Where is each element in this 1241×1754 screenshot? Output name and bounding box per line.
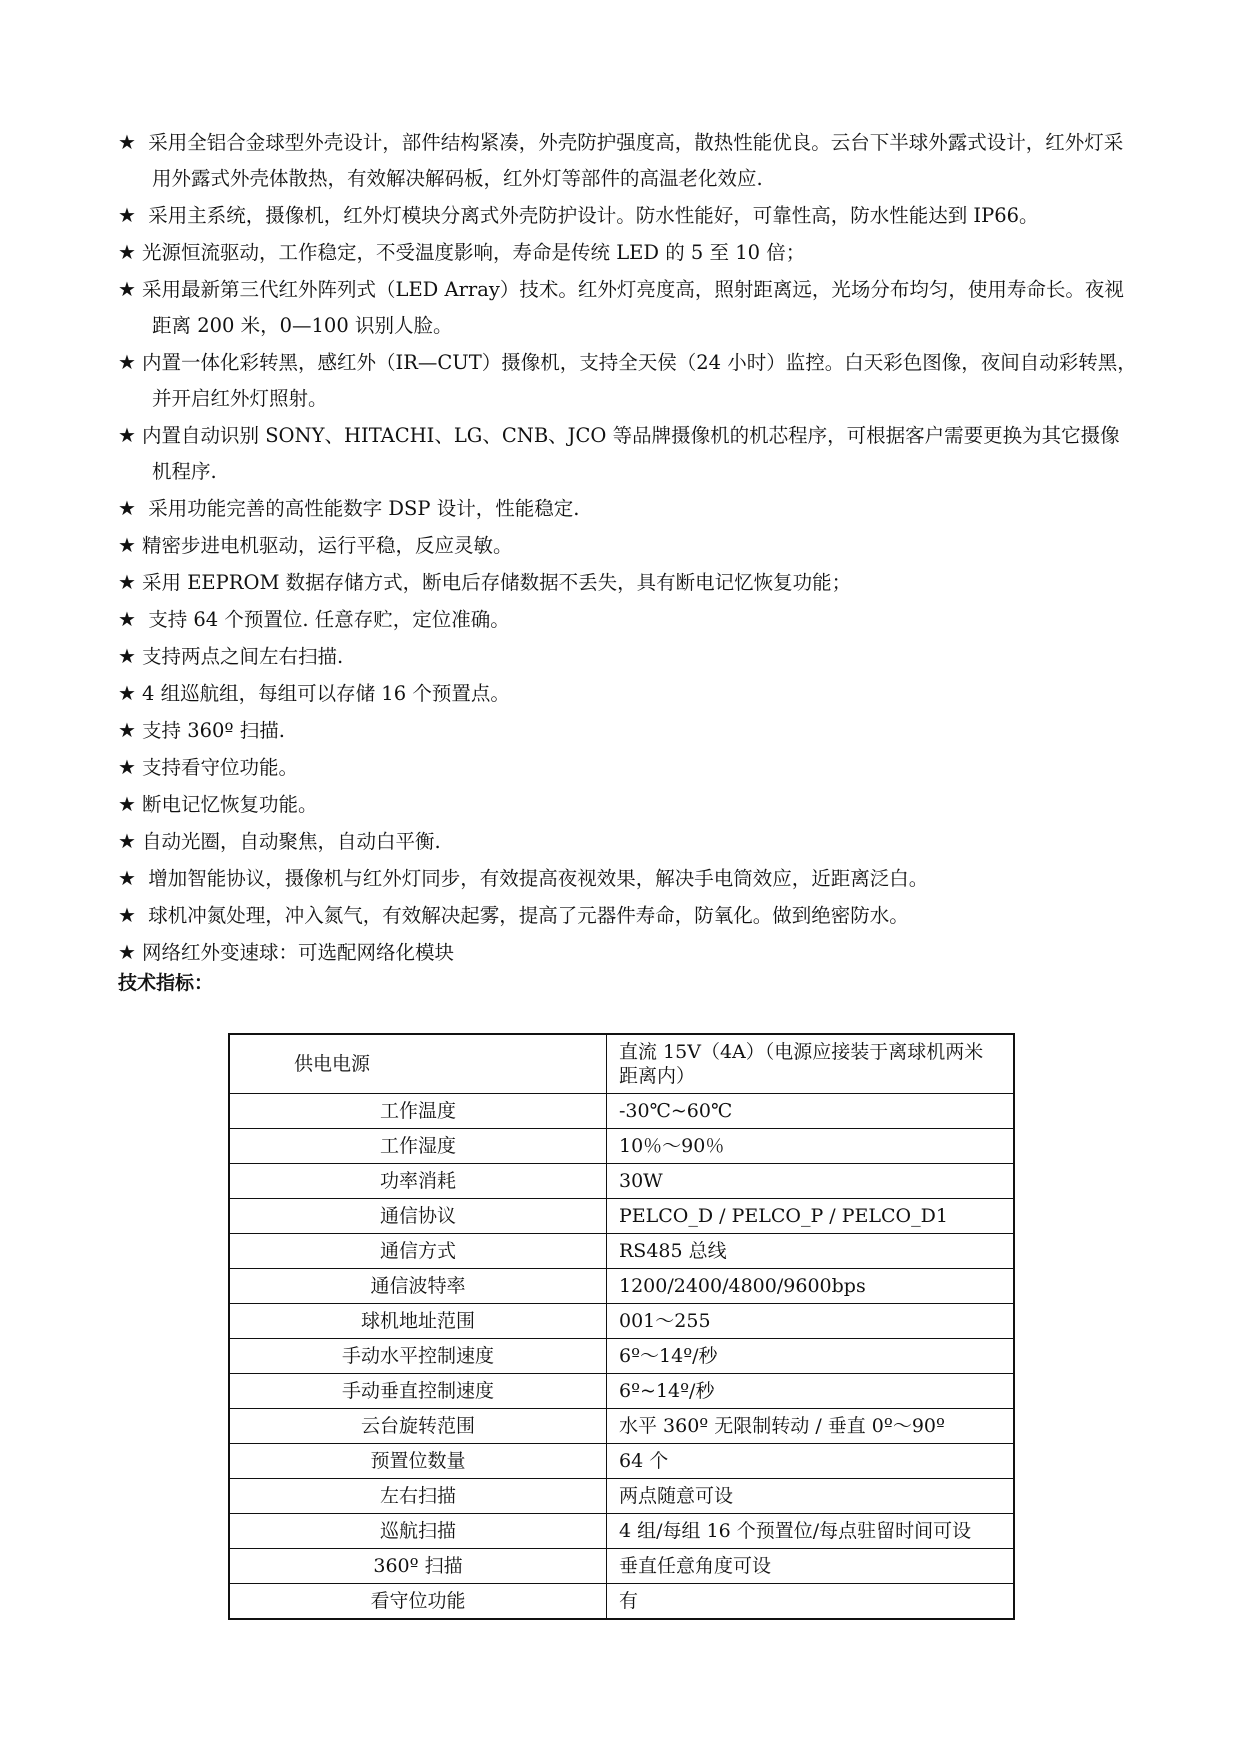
table-row	[229, 1304, 1014, 1339]
table-row	[229, 1479, 1014, 1514]
feature-text: 断电记忆恢复功能。	[142, 793, 318, 816]
table-row	[229, 1164, 1014, 1199]
table-row	[229, 1584, 1014, 1620]
feature-item	[118, 638, 1138, 675]
spec-label: 360º 扫描	[229, 1549, 607, 1584]
star-icon: ★	[118, 718, 136, 742]
feature-item	[118, 197, 1138, 234]
feature-item	[118, 749, 1138, 786]
table-row	[229, 1094, 1014, 1129]
feature-item	[118, 786, 1138, 823]
feature-text: 支持 64 个预置位. 任意存贮，定位准确。	[142, 608, 510, 631]
spec-value: 30W	[607, 1164, 1015, 1199]
spec-label: 巡航扫描	[229, 1514, 607, 1549]
feature-item	[118, 527, 1138, 564]
feature-text: 支持两点之间左右扫描.	[142, 645, 344, 668]
table-row	[229, 1034, 1014, 1094]
feature-text: 采用主系统，摄像机，红外灯模块分离式外壳防护设计。防水性能好，可靠性高，防水性能达到 IP66。	[142, 204, 1039, 227]
spec-label: 工作湿度	[229, 1129, 607, 1164]
table-row	[229, 1444, 1014, 1479]
spec-label: 工作温度	[229, 1094, 607, 1129]
star-icon: ★	[118, 829, 136, 853]
feature-text: 增加智能协议，摄像机与红外灯同步，有效提高夜视效果，解决手电筒效应，近距离泛白。	[142, 867, 929, 890]
feature-text: 球机冲氮处理，冲入氮气，有效解决起雾，提高了元器件寿命，防氧化。做到绝密防水。	[142, 904, 909, 927]
star-icon: ★	[118, 130, 136, 154]
feature-text: 支持看守位功能。	[142, 756, 299, 779]
feature-item	[118, 860, 1138, 897]
feature-text: 支持 360º 扫描.	[142, 719, 285, 742]
spec-label: 云台旋转范围	[229, 1409, 607, 1444]
spec-value: 两点随意可设	[607, 1479, 1015, 1514]
star-icon: ★	[118, 903, 136, 927]
spec-value: -30℃~60℃	[607, 1094, 1015, 1129]
feature-text: 采用功能完善的高性能数字 DSP 设计，性能稳定.	[142, 497, 580, 520]
table-row	[229, 1549, 1014, 1584]
spec-value: 水平 360º 无限制转动 / 垂直 0º～90º	[607, 1409, 1015, 1444]
table-row	[229, 1374, 1014, 1409]
feature-item	[118, 271, 1138, 344]
star-icon: ★	[118, 681, 136, 705]
spec-value: 001～255	[607, 1304, 1015, 1339]
table-row	[229, 1269, 1014, 1304]
feature-item	[118, 823, 1138, 860]
spec-label: 左右扫描	[229, 1479, 607, 1514]
feature-text: 光源恒流驱动，工作稳定，不受温度影响，寿命是传统 LED 的 5 至 10 倍；	[142, 241, 806, 264]
star-icon: ★	[118, 644, 136, 668]
spec-label: 通信方式	[229, 1234, 607, 1269]
spec-value: 4 组/每组 16 个预置位/每点驻留时间可设	[607, 1514, 1015, 1549]
spec-label: 通信波特率	[229, 1269, 607, 1304]
star-icon: ★	[118, 940, 136, 964]
star-icon: ★	[118, 496, 136, 520]
star-icon: ★	[118, 607, 136, 631]
feature-item	[118, 417, 1138, 490]
spec-label: 供电电源	[229, 1034, 607, 1094]
star-icon: ★	[118, 423, 136, 447]
star-icon: ★	[118, 866, 136, 890]
spec-label: 通信协议	[229, 1199, 607, 1234]
spec-label: 预置位数量	[229, 1444, 607, 1479]
feature-text: 采用最新第三代红外阵列式（LED Array）技术。红外灯亮度高，照射距离远，光场分布均匀，使用寿命长。夜视距离 200 米，0—100 识别人脸。	[142, 278, 1124, 337]
feature-text: 内置自动识别 SONY、HITACHI、LG、CNB、JCO 等品牌摄像机的机芯程序，可根据客户需要更换为其它摄像机程序.	[142, 424, 1120, 483]
spec-heading: 技术指标：	[118, 972, 214, 994]
table-row	[229, 1234, 1014, 1269]
feature-item	[118, 234, 1138, 271]
feature-item	[118, 124, 1138, 197]
feature-item	[118, 897, 1138, 934]
feature-text: 采用 EEPROM 数据存储方式，断电后存储数据不丢失，具有断电记忆恢复功能；	[142, 571, 852, 594]
star-icon: ★	[118, 570, 136, 594]
feature-item	[118, 712, 1138, 749]
feature-item	[118, 675, 1138, 712]
spec-value: 垂直任意角度可设	[607, 1549, 1015, 1584]
spec-value: 1200/2400/4800/9600bps	[607, 1269, 1015, 1304]
table-row	[229, 1339, 1014, 1374]
spec-label: 手动垂直控制速度	[229, 1374, 607, 1409]
feature-text: 4 组巡航组，每组可以存储 16 个预置点。	[142, 682, 510, 705]
star-icon: ★	[118, 533, 136, 557]
feature-item	[118, 344, 1138, 417]
star-icon: ★	[118, 755, 136, 779]
feature-list	[118, 124, 1138, 971]
spec-label: 看守位功能	[229, 1584, 607, 1620]
feature-text: 内置一体化彩转黑，感红外（IR—CUT）摄像机，支持全天侯（24 小时）监控。白天彩色图像，夜间自动彩转黑，并开启红外灯照射。	[142, 351, 1137, 410]
spec-value: 有	[607, 1584, 1015, 1620]
star-icon: ★	[118, 792, 136, 816]
star-icon: ★	[118, 350, 136, 374]
spec-value: 10％～90％	[607, 1129, 1015, 1164]
feature-item	[118, 564, 1138, 601]
spec-value: 6º~14º/秒	[607, 1374, 1015, 1409]
feature-text: 采用全铝合金球型外壳设计，部件结构紧凑，外壳防护强度高，散热性能优良。云台下半球外露式设计，红外灯采用外露式外壳体散热，有效解决解码板，红外灯等部件的高温老化效应.	[142, 131, 1124, 190]
star-icon: ★	[118, 203, 136, 227]
spec-value: RS485 总线	[607, 1234, 1015, 1269]
feature-item	[118, 490, 1138, 527]
spec-label: 手动水平控制速度	[229, 1339, 607, 1374]
table-row	[229, 1199, 1014, 1234]
spec-value: PELCO_D / PELCO_P / PELCO_D1	[607, 1199, 1015, 1234]
feature-item	[118, 601, 1138, 638]
feature-item	[118, 934, 1138, 971]
table-row	[229, 1409, 1014, 1444]
spec-label: 球机地址范围	[229, 1304, 607, 1339]
spec-table	[228, 1033, 1015, 1620]
feature-text: 网络红外变速球：可选配网络化模块	[142, 941, 455, 964]
table-row	[229, 1514, 1014, 1549]
star-icon: ★	[118, 277, 136, 301]
star-icon: ★	[118, 240, 136, 264]
spec-value: 6º～14º/秒	[607, 1339, 1015, 1374]
feature-text: 精密步进电机驱动，运行平稳，反应灵敏。	[142, 534, 513, 557]
spec-value: 64 个	[607, 1444, 1015, 1479]
feature-text: 自动光圈，自动聚焦，自动白平衡.	[142, 830, 441, 853]
table-row	[229, 1129, 1014, 1164]
spec-value: 直流 15V（4A）（电源应接装于离球机两米距离内）	[607, 1034, 1015, 1094]
spec-label: 功率消耗	[229, 1164, 607, 1199]
